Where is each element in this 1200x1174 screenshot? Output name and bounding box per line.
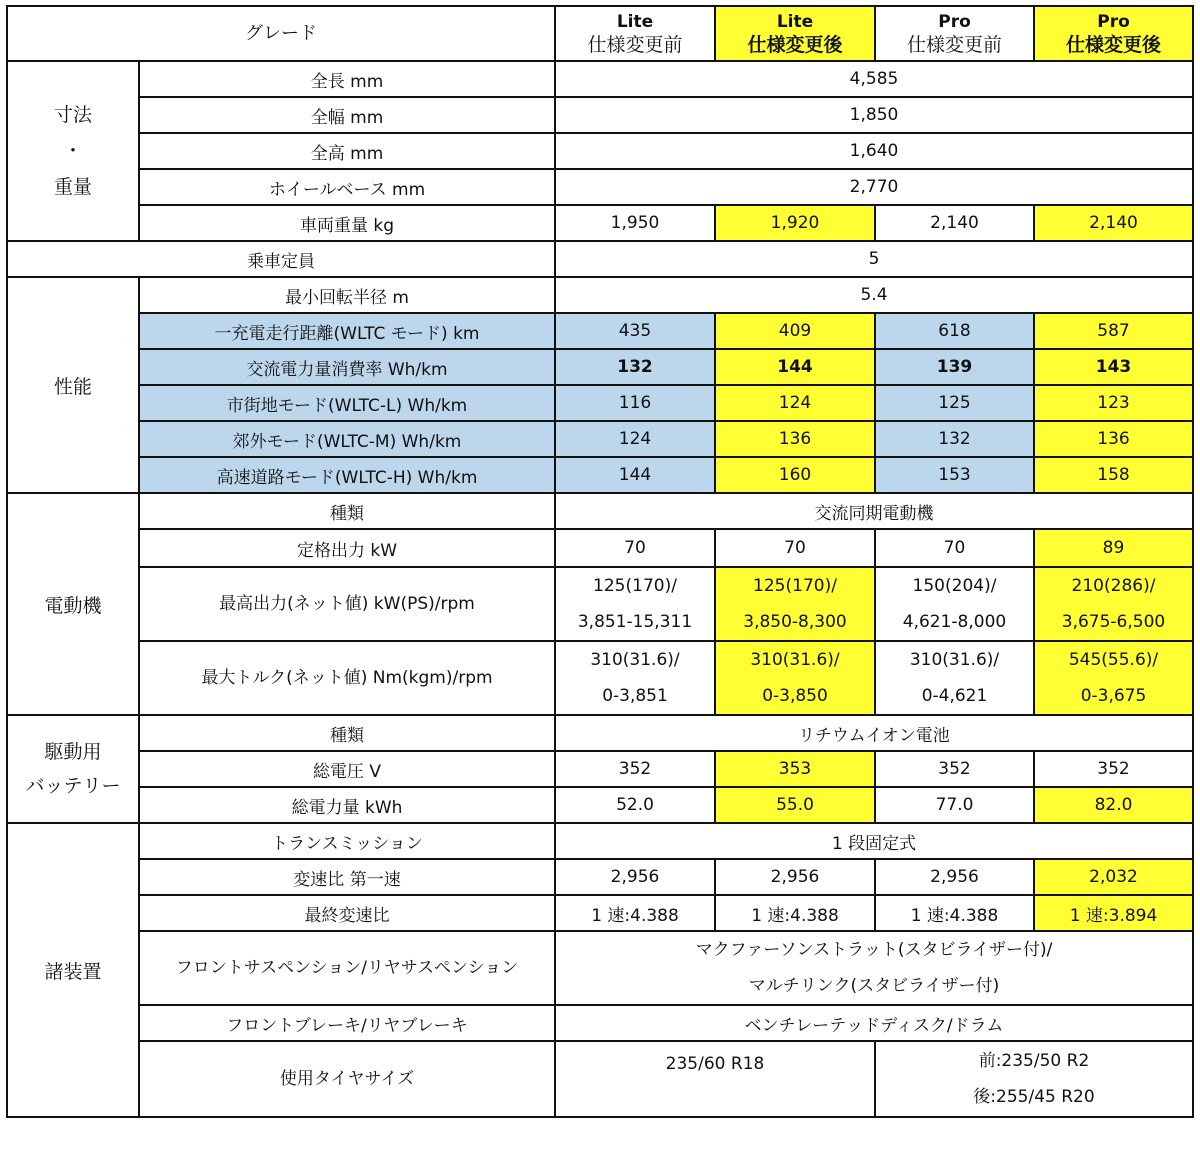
- value-line: 後:255/45 R20: [973, 1087, 1095, 1107]
- value-motor-type: 交流同期電動機: [555, 493, 1193, 529]
- value-cell: [875, 641, 1034, 715]
- value-cell: 153: [875, 457, 1034, 493]
- table-row: [7, 751, 1193, 787]
- value-cell: 144: [555, 457, 715, 493]
- value-line: 0-4,621: [921, 686, 988, 706]
- value-cell: 409: [715, 313, 875, 349]
- value-line: 0-3,851: [602, 686, 668, 706]
- value-cell: 139: [875, 349, 1034, 385]
- row-label-max-torque: 最大トルク(ネット値) Nm(kgm)/rpm: [139, 641, 555, 715]
- value-cell: 352: [555, 751, 715, 787]
- section-label-motor: 電動機: [7, 493, 139, 715]
- row-label-wheelbase: ホイールベース mm: [139, 169, 555, 205]
- value-capacity: 5: [555, 241, 1193, 277]
- value-cell: 132: [875, 421, 1034, 457]
- table-row: [7, 1041, 1193, 1117]
- row-label-brakes: フロントブレーキ/リヤブレーキ: [139, 1005, 555, 1041]
- value-cell: 1,920: [715, 205, 875, 241]
- value-width: 1,850: [555, 97, 1193, 133]
- row-label-tires: 使用タイヤサイズ: [139, 1041, 555, 1117]
- section-label-line: ・: [63, 140, 83, 162]
- table-row: [7, 493, 1193, 529]
- column-header-status: 仕様変更前: [906, 33, 1002, 56]
- value-cell: 52.0: [555, 787, 715, 823]
- value-transmission: 1 段固定式: [555, 823, 1193, 859]
- value-line: 310(31.6)/: [750, 650, 840, 670]
- value-cell: 2,956: [875, 859, 1034, 895]
- value-line: 545(55.6)/: [1068, 650, 1159, 670]
- row-label-width: 全幅 mm: [139, 97, 555, 133]
- table-row: [7, 641, 1193, 715]
- value-cell: 352: [875, 751, 1034, 787]
- value-tires-pro: [875, 1041, 1193, 1117]
- column-header-status: 仕様変更前: [587, 33, 683, 56]
- value-cell: 158: [1034, 457, 1193, 493]
- value-cell: 435: [555, 313, 715, 349]
- column-header-grade: Lite: [776, 11, 814, 32]
- column-header-status: 仕様変更後: [1065, 33, 1161, 56]
- row-label-battery-capacity: 総電力量 kWh: [139, 787, 555, 823]
- value-cell: 144: [715, 349, 875, 385]
- table-row: [7, 421, 1193, 457]
- table-row: [7, 313, 1193, 349]
- table-row: [7, 895, 1193, 931]
- table-row: [7, 97, 1193, 133]
- value-cell: 55.0: [715, 787, 875, 823]
- section-label-line: 駆動用: [44, 741, 102, 763]
- table-row: [7, 859, 1193, 895]
- table-row: [7, 241, 1193, 277]
- value-line: 310(31.6)/: [590, 650, 680, 670]
- value-cell: 124: [715, 385, 875, 421]
- value-cell: 136: [1034, 421, 1193, 457]
- table-row: [7, 529, 1193, 567]
- section-label-dimensions: [7, 61, 139, 241]
- row-label-capacity: 乗車定員: [7, 241, 555, 277]
- value-line: 3,850-8,300: [743, 612, 847, 632]
- value-line: 150(204)/: [912, 576, 997, 596]
- value-cell: 123: [1034, 385, 1193, 421]
- section-label-performance: 性能: [7, 277, 139, 493]
- value-cell: 160: [715, 457, 875, 493]
- value-cell: 2,956: [715, 859, 875, 895]
- row-label-city: 市街地モード(WLTC-L) Wh/km: [139, 385, 555, 421]
- row-label-height: 全高 mm: [139, 133, 555, 169]
- value-line: 125(170)/: [753, 576, 837, 596]
- row-label-rated-output: 定格出力 kW: [139, 529, 555, 567]
- table-row: [7, 277, 1193, 313]
- table-row: [7, 1005, 1193, 1041]
- column-header-lite-before: [555, 6, 715, 61]
- column-header-pro-after: [1034, 6, 1193, 61]
- value-cell: 70: [715, 529, 875, 567]
- value-cell: 352: [1034, 751, 1193, 787]
- value-cell: 70: [875, 529, 1034, 567]
- value-cell: 1 速:4.388: [875, 895, 1034, 931]
- row-label-consumption: 交流電力量消費率 Wh/km: [139, 349, 555, 385]
- row-label-gear-ratio: 変速比 第一速: [139, 859, 555, 895]
- row-label-suburban: 郊外モード(WLTC-M) Wh/km: [139, 421, 555, 457]
- header-row: [7, 6, 1193, 61]
- value-line: 4,621-8,000: [902, 612, 1007, 632]
- value-cell: 89: [1034, 529, 1193, 567]
- column-header-grade: Lite: [616, 11, 654, 32]
- table-row: [7, 61, 1193, 97]
- table-row: [7, 931, 1193, 1005]
- value-cell: 2,956: [555, 859, 715, 895]
- table-row: [7, 133, 1193, 169]
- value-length: 4,585: [555, 61, 1193, 97]
- row-label-battery-type: 種類: [139, 715, 555, 751]
- value-line: 3,675-6,500: [1061, 612, 1166, 632]
- table-row: [7, 205, 1193, 241]
- value-cell: [1034, 641, 1193, 715]
- table-row: [7, 385, 1193, 421]
- grade-header: グレード: [7, 6, 555, 61]
- row-label-range: 一充電走行距離(WLTC モード) km: [139, 313, 555, 349]
- value-cell: 1 速:4.388: [715, 895, 875, 931]
- value-line: 210(286)/: [1071, 576, 1156, 596]
- section-label-line: 重量: [53, 176, 92, 198]
- value-cell: 116: [555, 385, 715, 421]
- value-cell: [555, 641, 715, 715]
- value-cell: 353: [715, 751, 875, 787]
- value-cell: [1034, 567, 1193, 641]
- value-cell: [715, 567, 875, 641]
- column-header-lite-after: [715, 6, 875, 61]
- value-cell: 618: [875, 313, 1034, 349]
- value-line: 0-3,850: [762, 686, 828, 706]
- value-cell: 77.0: [875, 787, 1034, 823]
- value-suspension: [555, 931, 1193, 1005]
- row-label-turning-radius: 最小回転半径 m: [139, 277, 555, 313]
- value-brakes: ベンチレーテッドディスク/ドラム: [555, 1005, 1193, 1041]
- value-cell: 1 速:3.894: [1034, 895, 1193, 931]
- value-line: マクファーソンストラット(スタビライザー付)/: [695, 940, 1053, 960]
- table-row: [7, 567, 1193, 641]
- value-line: 0-3,675: [1080, 686, 1147, 706]
- row-label-transmission: トランスミッション: [139, 823, 555, 859]
- value-cell: 1 速:4.388: [555, 895, 715, 931]
- value-cell: [555, 567, 715, 641]
- value-line: 前:235/50 R2: [978, 1051, 1090, 1071]
- value-cell: 70: [555, 529, 715, 567]
- table-row: [7, 823, 1193, 859]
- value-line: 125(170)/: [593, 576, 677, 596]
- value-cell: 2,140: [1034, 205, 1193, 241]
- value-tires-lite: 235/60 R18: [555, 1041, 875, 1117]
- column-header-status: 仕様変更後: [747, 33, 843, 56]
- section-label-line: バッテリー: [25, 775, 121, 797]
- table-row: [7, 715, 1193, 751]
- value-battery-type: リチウムイオン電池: [555, 715, 1193, 751]
- row-label-max-output: 最高出力(ネット値) kW(PS)/rpm: [139, 567, 555, 641]
- value-cell: 2,032: [1034, 859, 1193, 895]
- value-cell: 124: [555, 421, 715, 457]
- value-cell: [875, 567, 1034, 641]
- value-cell: [715, 641, 875, 715]
- section-label-line: 寸法: [53, 104, 92, 126]
- value-cell: 82.0: [1034, 787, 1193, 823]
- row-label-voltage: 総電圧 V: [139, 751, 555, 787]
- table-row: [7, 169, 1193, 205]
- value-line: 3,851-15,311: [577, 612, 693, 632]
- value-wheelbase: 2,770: [555, 169, 1193, 205]
- column-header-pro-before: [875, 6, 1034, 61]
- value-cell: 2,140: [875, 205, 1034, 241]
- row-label-highway: 高速道路モード(WLTC-H) Wh/km: [139, 457, 555, 493]
- value-height: 1,640: [555, 133, 1193, 169]
- section-label-equipment: 諸装置: [7, 823, 139, 1117]
- value-cell: 587: [1034, 313, 1193, 349]
- table-row: [7, 349, 1193, 385]
- column-header-grade: Pro: [1097, 11, 1130, 32]
- value-cell: 1,950: [555, 205, 715, 241]
- row-label-suspension: フロントサスペンション/リヤサスペンション: [139, 931, 555, 1005]
- section-label-battery: [7, 715, 139, 823]
- spec-table: [6, 5, 1194, 1118]
- value-cell: 132: [555, 349, 715, 385]
- value-line: 310(31.6)/: [909, 650, 1000, 670]
- row-label-weight: 車両重量 kg: [139, 205, 555, 241]
- row-label-final-ratio: 最終変速比: [139, 895, 555, 931]
- value-line: マルチリンク(スタビライザー付): [748, 976, 1000, 996]
- value-cell: 143: [1034, 349, 1193, 385]
- value-cell: 125: [875, 385, 1034, 421]
- table-row: [7, 457, 1193, 493]
- table-row: [7, 787, 1193, 823]
- column-header-grade: Pro: [938, 11, 971, 32]
- row-label-motor-type: 種類: [139, 493, 555, 529]
- value-turning-radius: 5.4: [555, 277, 1193, 313]
- row-label-length: 全長 mm: [139, 61, 555, 97]
- value-cell: 136: [715, 421, 875, 457]
